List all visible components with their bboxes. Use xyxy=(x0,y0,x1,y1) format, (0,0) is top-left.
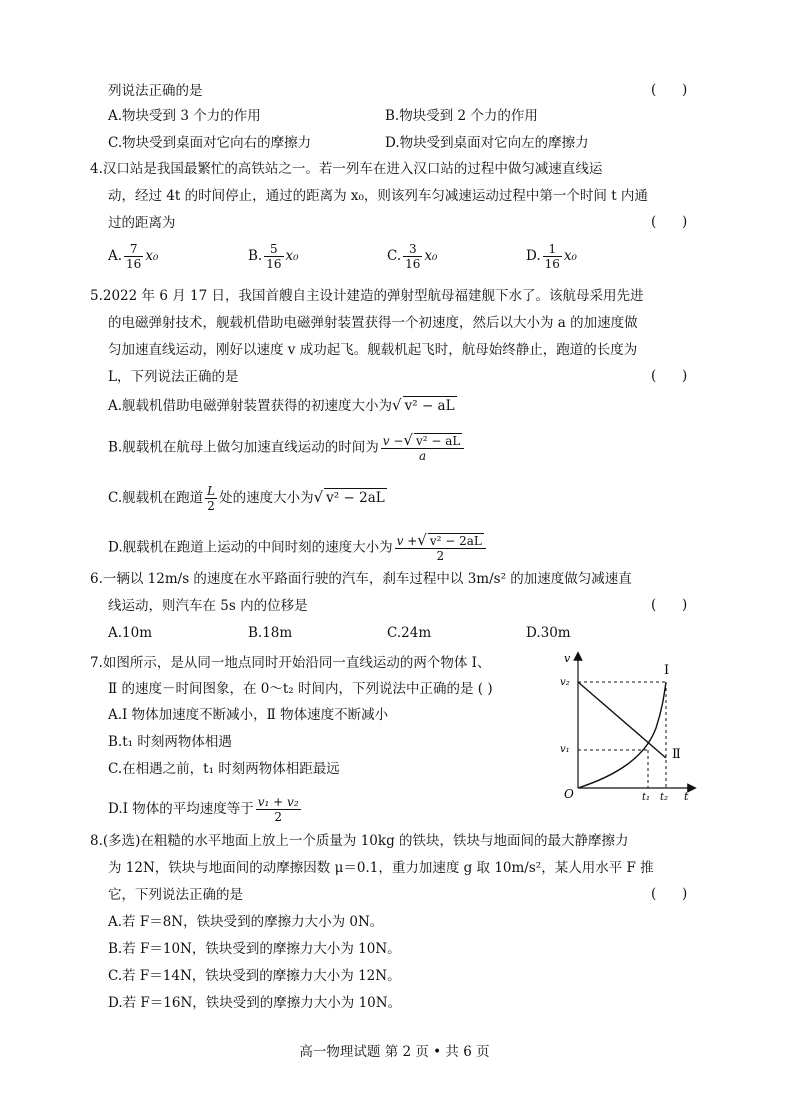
q5-option-c-text-2: 处的速度大小为 xyxy=(219,490,314,506)
q5-option-d-fraction xyxy=(395,533,486,563)
curve-I-label: Ⅰ xyxy=(664,663,670,678)
q8-line-1: 8.(多选)在粗糙的水平地面上放上一个质量为 10kg 的铁块，铁块与地面间的最大静摩擦力 xyxy=(90,833,629,849)
q8-option-c: C.若 F＝14N，铁块受到的摩擦力大小为 12N。 xyxy=(108,968,401,984)
q4-option-b xyxy=(248,242,299,271)
denominator: 16 xyxy=(126,257,142,271)
q7-option-d xyxy=(108,795,303,824)
numerator: L xyxy=(207,484,216,498)
numerator xyxy=(381,433,465,449)
q4-option-d xyxy=(526,242,577,271)
q5-line-4: L，下列说法正确的是 xyxy=(108,369,239,385)
denominator: 2 xyxy=(274,810,283,824)
denominator: 2 xyxy=(207,499,215,513)
q6-line-1: 6.一辆以 12m/s 的速度在水平路面行驶的汽车，刹车过程中以 3m/s² 的加速度做匀减速直 xyxy=(90,571,632,587)
q6-option-b: B.18m xyxy=(248,625,293,641)
q8-line-3: 它，下列说法正确的是 xyxy=(108,887,243,903)
q5-line-1: 5.2022 年 6 月 17 日，我国首艘自主设计建造的弹射型航母福建舰下水了。该航母采用先进 xyxy=(90,288,644,304)
q4-line-2: 动，经过 4t 的时间停止，通过的距离为 x₀，则该列车匀减速运动过程中第一个时间 t 内通 xyxy=(108,188,648,204)
q6-option-a: A.10m xyxy=(108,625,153,641)
numerator: 7 xyxy=(124,242,143,257)
q4-option-d-label: D. xyxy=(526,248,541,264)
q8-option-d: D.若 F＝16N，铁块受到的摩擦力大小为 10N。 xyxy=(108,995,402,1011)
q8-line-2: 为 12N，铁块与地面间的动摩擦因数 μ＝0.1，重力加速度 g 取 10m/s²，某人用水平 F 推 xyxy=(108,860,654,876)
curve-I xyxy=(578,682,666,788)
q8-answer-paren: ( ) xyxy=(651,886,688,902)
q5-option-b-text: B.舰载机在航母上做匀加速直线运动的时间为 xyxy=(108,439,379,456)
sqrt-icon: √ xyxy=(403,431,413,449)
q5-line-3: 匀加速直线运动，刚好以速度 v 成功起飞。舰载机起飞时，航母始终静止，跑道的长度为 xyxy=(108,342,638,358)
denominator: 16 xyxy=(405,257,421,271)
v-axis-label: v xyxy=(564,652,571,665)
q4-option-c xyxy=(387,242,437,271)
q3-option-b: B.物块受到 2 个力的作用 xyxy=(385,108,538,124)
q4-option-a-fraction xyxy=(124,242,143,271)
q5-option-c-fraction xyxy=(205,484,217,513)
q7-option-c: C.在相遇之前，t₁ 时刻两物体相距最远 xyxy=(108,761,340,777)
q4-option-a-var: x₀ xyxy=(145,248,159,264)
q6-option-c: C.24m xyxy=(387,625,432,641)
numerator: v₁ + v₂ xyxy=(257,795,299,809)
numerator: 3 xyxy=(403,242,422,257)
q4-option-d-fraction xyxy=(543,242,562,271)
t1-label: t₁ xyxy=(642,792,651,803)
q5-option-b-num-sqrt: v² − aL xyxy=(415,434,461,448)
sqrt-icon: √ xyxy=(313,488,324,506)
q7-line-1: 7.如图所示，是从同一地点同时开始沿同一直线运动的两个物体 Ⅰ、 xyxy=(90,655,491,671)
q4-option-a xyxy=(108,242,158,271)
sqrt-icon: √ xyxy=(417,531,427,549)
q5-option-c-expr: v² − 2aL xyxy=(326,490,385,506)
velocity-time-graph xyxy=(560,648,700,803)
q5-option-c xyxy=(108,484,387,513)
q5-option-d-text: D.舰载机在跑道上运动的中间时刻的速度大小为 xyxy=(108,539,393,556)
q4-answer-paren: ( ) xyxy=(651,214,688,230)
numerator: 5 xyxy=(264,242,283,257)
q3-stem: 列说法正确的是 xyxy=(108,83,203,99)
q4-option-c-fraction xyxy=(403,242,422,271)
curve-II-label: Ⅱ xyxy=(672,747,681,762)
q3-answer-paren: ( ) xyxy=(651,82,688,98)
numerator: 1 xyxy=(543,242,562,257)
q3-option-c: C.物块受到桌面对它向右的摩擦力 xyxy=(108,135,312,151)
q4-line-3: 过的距离为 xyxy=(108,215,176,231)
curve-II xyxy=(578,682,666,758)
denominator: a xyxy=(418,449,427,463)
q4-option-c-var: x₀ xyxy=(424,248,438,264)
t2-label: t₂ xyxy=(660,792,669,803)
q5-option-b-fraction xyxy=(381,433,465,463)
denominator: 2 xyxy=(436,549,445,563)
numerator xyxy=(395,533,486,549)
t-axis-label: t xyxy=(684,790,689,803)
q5-option-a-expr: v² − aL xyxy=(404,398,455,414)
q8-option-a: A.若 F＝8N，铁块受到的摩擦力大小为 0N。 xyxy=(108,914,384,930)
q4-option-b-fraction xyxy=(264,242,283,271)
q6-line-2: 线运动，则汽车在 5s 内的位移是 xyxy=(108,598,308,614)
q4-option-d-var: x₀ xyxy=(563,248,577,264)
q5-option-b xyxy=(108,433,466,463)
q6-answer-paren: ( ) xyxy=(651,597,688,613)
q4-option-c-label: C. xyxy=(387,248,402,264)
q4-line-1: 4.汉口站是我国最繁忙的高铁站之一。若一列车在进入汉口站的过程中做匀减速直线运 xyxy=(90,161,603,177)
sqrt-icon: √ xyxy=(392,396,402,414)
q7-line-2: Ⅱ 的速度－时间图象，在 0～t₂ 时间内，下列说法中正确的是 ( ) xyxy=(108,681,493,697)
page-footer: 高一物理试题 第 2 页 • 共 6 页 xyxy=(299,1044,490,1060)
q4-option-b-var: x₀ xyxy=(285,248,299,264)
v2-label: v₂ xyxy=(560,677,570,688)
q5-option-a xyxy=(108,396,457,415)
q5-line-2: 的电磁弹射技术，舰载机借助电磁弹射装置获得一个初速度，然后以大小为 a 的加速度做 xyxy=(108,315,638,331)
denominator: 16 xyxy=(544,257,560,271)
v1-label: v₁ xyxy=(560,744,570,755)
q5-answer-paren: ( ) xyxy=(651,368,688,384)
q7-option-b: B.t₁ 时刻两物体相遇 xyxy=(108,734,232,750)
q7-option-d-fraction xyxy=(256,795,301,824)
q3-option-a: A.物块受到 3 个力的作用 xyxy=(108,108,261,124)
q8-option-b: B.若 F＝10N，铁块受到的摩擦力大小为 10N。 xyxy=(108,941,401,957)
q5-option-d-num-sqrt: v² − 2aL xyxy=(429,534,482,548)
q5-option-c-text-1: C.舰载机在跑道 xyxy=(108,490,204,506)
q5-option-a-text: A.舰载机借助电磁弹射装置获得的初速度大小为 xyxy=(108,398,393,414)
origin-label: O xyxy=(564,787,574,801)
q3-option-d: D.物块受到桌面对它向左的摩擦力 xyxy=(385,135,589,151)
denominator: 16 xyxy=(266,257,282,271)
q4-option-a-label: A. xyxy=(108,248,123,264)
q7-option-a: A.Ⅰ 物体加速度不断减小，Ⅱ 物体速度不断减小 xyxy=(108,707,389,723)
q5-option-b-num-v: v − xyxy=(382,434,404,448)
q7-option-d-text: D.Ⅰ 物体的平均速度等于 xyxy=(108,801,254,817)
q4-option-b-label: B. xyxy=(248,248,263,264)
q6-option-d: D.30m xyxy=(526,625,571,641)
q5-option-d xyxy=(108,533,488,563)
q5-option-d-num-v: v + xyxy=(396,534,418,548)
